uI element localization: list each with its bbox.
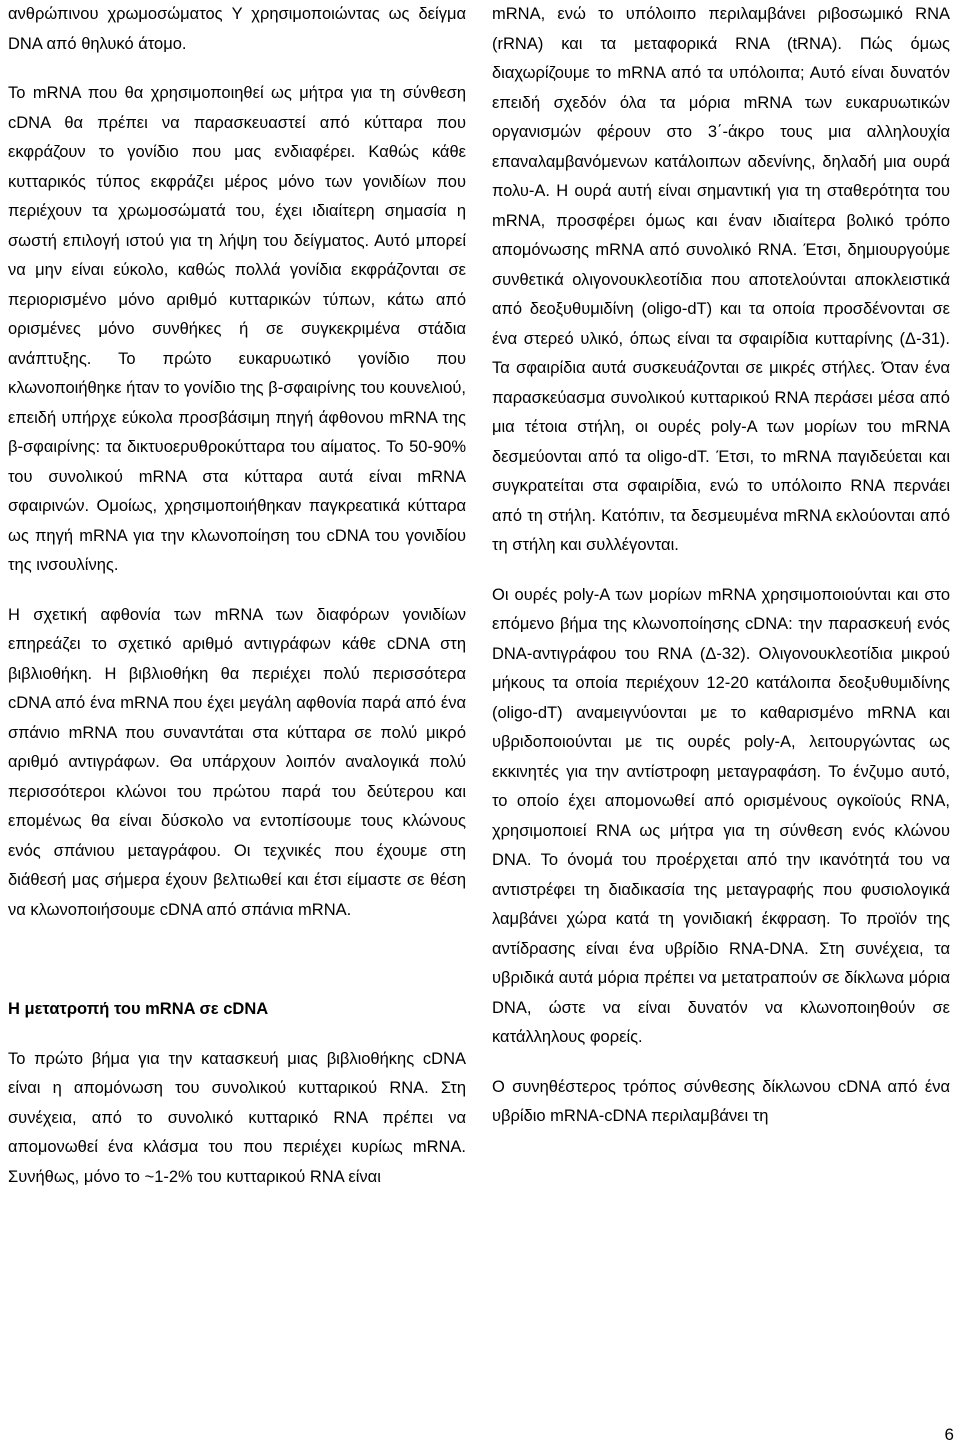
paragraph: mRNA, ενώ το υπόλοιπο περιλαμβάνει ριβοσωμικό RNA (rRNA) και τα μεταφορικά RNA (tRNA). Πώς όμως διαχωρίζουμε το mRNA από τα υπόλοιπα; Αυτό είναι δυνατόν επειδή σχεδόν όλα τα μόρια mRNA των ευκαρυωτικών οργανισμών φέρουν στο 3΄-άκρο τους μια αλληλουχία επαναλαμβανόμενων κατάλοιπων αδενίνης, δηλαδή μια ουρά πολυ-A. Η ουρά αυτή είναι σημαντική για τη σταθερότητα του mRNA, προσφέρει όμως και έναν ιδιαίτερα βολικό τρόπο απομόνωσης mRNA από συνολικό RNA. Έτσι, δημιουργούμε συνθετικά ολιγονουκλεοτίδια που αποτελούνται αποκλειστικά από δεοξυθυμιδίνη (oligo-dT) και τα οποία προσδένονται σε ένα στερεό υλικό, όπως είναι τα σφαιρίδια κυτταρίνης (Δ-31). Τα σφαιρίδια αυτά συσκευάζονται σε μικρές στήλες. Όταν ένα παρασκεύασμα συνολικού κυτταρικού RNA περάσει μέσα από μια τέτοια στήλη, οι ουρές poly-A των μορίων του mRNA δεσμεύονται από τα oligo-dT. Έτσι, το mRNA παγιδεύεται και συγκρατείται στα σφαιρίδια, ενώ το υπόλοιπο RNA περνάει από τη στήλη. Κατόπιν, τα δεσμευμένα mRNA εκλούονται από τη στήλη και συλλέγονται. xyxy=(492,5,950,554)
paragraph: Ο συνηθέστερος τρόπος σύνθεσης δίκλωνου cDNA από ένα υβρίδιο mRNA-cDNA περιλαμβάνει τη xyxy=(492,1077,950,1125)
right-column xyxy=(492,0,950,1132)
paragraph: ανθρώπινου χρωμοσώματος Y χρησιμοποιώντας ως δείγμα DNA από θηλυκό άτομο. xyxy=(8,5,466,53)
paragraph: Το πρώτο βήμα για την κατασκευή μιας βιβλιοθήκης cDNA είναι η απομόνωση του συνολικού κυτταρικού RNA. Στη συνέχεια, από το συνολικό κυτταρικό RNA πρέπει να απομονωθεί ένα κλάσμα του που περιέχει κυρίως mRNA. Συνήθως, μόνο το ~1-2% του κυτταρικού RNA είναι xyxy=(8,1049,466,1186)
section-heading: Η μετατροπή του mRNA σε cDNA xyxy=(8,1000,269,1018)
paragraph: Οι ουρές poly-A των μορίων mRNA χρησιμοποιούνται και στο επόμενο βήμα της κλωνοποίησης cDNA: την παρασκευή ενός DNA-αντιγράφου του RNA (Δ-32). Ολιγονουκλεοτίδια μικρού μήκους τα οποία περιέχουν 12-20 κατάλοιπα δεοξυθυμιδίνης (oligo-dT) αναμειγνύονται με το καθαρισμένο mRNA και υβριδοποιούνται με τις ουρές poly-A, λειτουργώντας ως εκκινητές για την αντίστροφη μεταγραφάση. Το ένζυμο αυτό, το οποίο έχει απομονωθεί από ορισμένους ογκοϊούς RNA, χρησιμοποιεί RNA ως μήτρα για τη σύνθεση ενός κλώνου DNA. Το όνομά του προέρχεται από την ικανότητά του να αντιστρέφει τη διαδικασία της μεταγραφής που φυσιολογικά λαμβάνει χώρα κατά τη γονιδιακή έκφραση. Το προϊόν της αντίδρασης είναι ένα υβρίδιο RNA-DNA. Στη συνέχεια, τα υβριδικά αυτά μόρια πρέπει να μετατραπούν σε δίκλωνα μόρια DNA, ώστε να είναι δυνατόν να κλωνοποιηθούν σε κατάλληλους φορείς. xyxy=(492,585,950,1046)
left-column xyxy=(8,0,466,1192)
paragraph: Η σχετική αφθονία των mRNA των διαφόρων γονιδίων επηρεάζει το σχετικό αριθμό αντιγράφων κάθε cDNA στη βιβλιοθήκη. Η βιβλιοθήκη θα περιέχει πολύ περισσότερα cDNA από ένα mRNA που έχει μεγάλη αφθονία παρά από ένα σπάνιο mRNA που συναντάται στα κύτταρα σε πολύ μικρό αριθμό αντιγράφων. Θα υπάρχουν λοιπόν αναλογικά πολύ περισσότεροι κλώνοι του πρώτου παρά του δεύτερου και επομένως θα είναι δύσκολο να εντοπίσουμε τους κλώνους ενός σπάνιου μεταγράφου. Οι τεχνικές που έχουμε στη διάθεσή μας σήμερα έχουν βελτιωθεί και έτσι είμαστε σε θέση να κλωνοποιήσουμε cDNA από σπάνια mRNA. xyxy=(8,605,466,919)
paragraph: Το mRNA που θα χρησιμοποιηθεί ως μήτρα για τη σύνθεση cDNA θα πρέπει να παρασκευαστεί από κύτταρα που εκφράζουν το γονίδιο που μας ενδιαφέρει. Καθώς κάθε κυτταρικός τύπος εκφράζει μέρος μόνο των γονιδίων που περιέχουν τα χρωμοσώματά του, έχει ιδιαίτερη σημασία η σωστή επιλογή ιστού για τη λήψη του δείγματος. Αυτό μπορεί να μην είναι εύκολο, καθώς πολλά γονίδια εκφράζονται σε περιορισμένο μόνο αριθμό κυτταρικών τύπων, κάτω από ορισμένες μόνο συνθήκες ή σε συγκεκριμένα στάδια ανάπτυξης. Το πρώτο ευκαρυωτικό γονίδιο που κλωνοποιήθηκε ήταν το γονίδιο της β-σφαιρίνης του κουνελιού, επειδή υπήρχε εύκολα προσβάσιμη πηγή άφθονου mRNA της β-σφαιρίνης: τα δικτυοερυθροκύτταρα του αίματος. Το 50-90% του συνολικού mRNA στα κύτταρα αυτά είναι mRNA σφαιρινών. Ομοίως, χρησιμοποιήθηκαν παγκρεατικά κύτταρα ως πηγή mRNA για την κλωνοποίηση του cDNA του γονιδίου της ινσουλίνης. xyxy=(8,84,466,574)
page-number: 6 xyxy=(944,1425,954,1444)
